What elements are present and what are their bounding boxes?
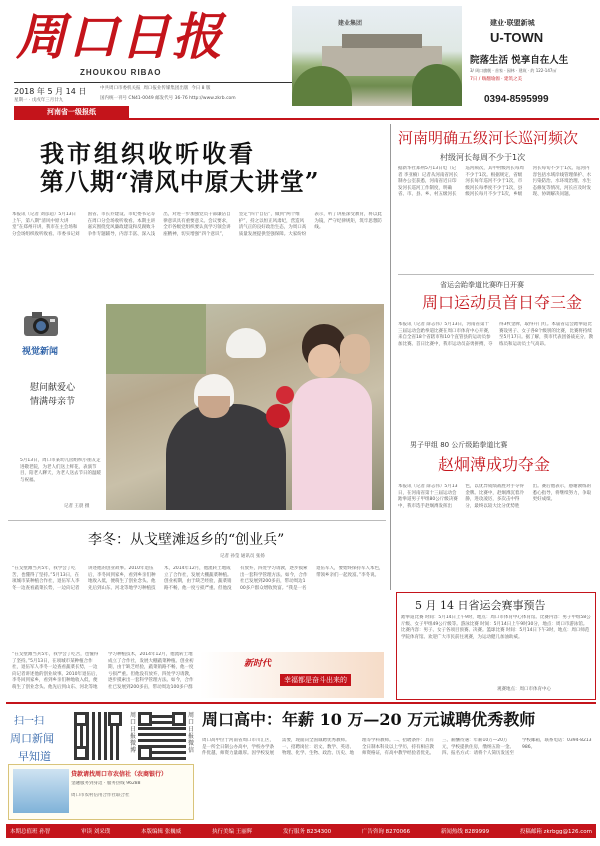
sports1-body: 本报讯（记者 薛志伟）5月13日，河南省第十三届运动会跆拳道比赛在周口市体育中心开赛，来自全省18个省辖市和10个直管县的运动员参加比赛。首日比赛中，我市运动员奋勇拼搏，夺得3枚金牌，取得开门红。本届省运会跆拳道比赛设男子、女子各8个级别的比赛，比赛将持续至5月17日。据了解，我市代表团备战充分，教练员和运动员士气高昂。 — [398, 322, 594, 347]
footer-item[interactable]: 投稿邮箱 zkrbgg@126.com — [519, 829, 592, 835]
bank-ad-line2: 周口市农村信用合作社联合社 — [71, 793, 130, 798]
grade-badge: 河南省一级报纸 — [14, 106, 129, 118]
lead-body: 本报讯（记者 刘彦超）5月13日上午，第八期“清风中原大讲堂”在郑州开讲，我市在主会场和分会场组织收听收看。市委书记刘国省、市长乔建设、市纪委书记等在周口分会场收听收看。本期主讲嘉宾围绕党风廉政建设和反腐败斗争作专题辅导，内容丰富、深入浅出，对进一步加强党员干部廉洁自律意识具有重要意义。会议要求，全市各级党组织要认真学习领会讲座精神，切实增强“四个意识”，坚定“四个自信”，做到“两个维护”，持之以恒正风肃纪，营造风清气正的良好政治生态，为周口高质量发展提供坚强保障。大家纷纷表示，听了讲座深受教育，将以此为镜，严守纪律规矩，筑牢思想防线。 — [12, 212, 382, 237]
masthead-english: ZHOUKOU RIBAO — [80, 68, 162, 77]
ad-phone[interactable]: 0394-8595999 — [484, 94, 549, 105]
recruit-body: 周口高中位于河南省周口市川汇区，是一所全日制公办高中，学校办学条件优越，师资力量雄厚。因学校发展需要，现面向全国诚聘优秀教师。一、招聘岗位：语文、数学、英语、物理、化学、生物、政治、历史、地理等学科教师。二、招聘条件：具有全日制本科及以上学历，持有相应教师资格证，有高中教学经验者优先。三、薪酬待遇：年薪10万—20万元，学校提供住房，缴纳五险一金。四、报名方式：请将个人简历发送至学校邮箱，联系电话：0394-8213986。 — [202, 738, 592, 757]
photo-caption-2: 情满母亲节 — [30, 397, 76, 407]
footer-item: 新闻热线 8289999 — [440, 829, 490, 835]
photo-credit: 记者 王晨 摄 — [64, 504, 90, 509]
masthead-title: 周口日报 — [16, 7, 224, 66]
lead-headline-2: 第八期“清风中原大讲堂” — [40, 167, 320, 196]
issue-date — [14, 86, 86, 97]
mid-banner — [200, 652, 384, 698]
feature-byline: 记者 孙莹 通讯员 张扬 — [220, 554, 265, 559]
photo-caption-1: 慰问献爱心 — [30, 383, 76, 393]
photo-section — [8, 302, 386, 514]
photo-caption-body: 5月13日，周口市某幼儿园组织小朋友走进敬老院，为老人们送上鲜花，表演节目，陪老人聊天，为老人送去节日的温暖与祝福。 — [20, 458, 101, 483]
scan-text-2: 周口新闻 — [10, 732, 54, 745]
right-top-headline: 河南明确五级河长巡河频次 — [398, 129, 579, 147]
date-text: 2018 年 5 月 14 日 — [14, 87, 87, 96]
banner-text: 幸福都是奋斗出来的 — [280, 674, 351, 686]
ad-slogan: 院落生活 悦享自在人生 — [470, 55, 569, 66]
schedule-body: 跆拳道比赛 时间：5月14日上午9时，地点：周口市体育中心体育馆。比赛内容：男子甲组58公斤级、女子甲组49公斤级等。游泳比赛 时间：5月14日上午9时30分，地点：周口市游泳馆。比赛内容：男子、女子各项目预赛、决赛。篮球比赛 时间：5月14日下午3时，地点：周口师范学院体育馆。欢迎广大市民前往观赛，为运动健儿加油助威。 — [401, 615, 591, 640]
sports2-kicker: 男子甲组 80 公斤级跆拳道比赛 — [410, 441, 508, 449]
ad-logo: 建业集团 — [338, 20, 363, 27]
qr-code-icon[interactable] — [138, 712, 186, 760]
footer-item: 本版编辑 张巍威 — [140, 829, 182, 835]
feature-body-cont: “在戈壁滩当兵5年，我学会了吃苦，也懂得了坚持。”5月13日，在项城市某种植合作社，退伍军人李冬一边查看蔬菜长势，一边向记者讲述他的创业故事。2010年退伍后，李冬回到家乡，看到乡亲们种地收入低，便萌生了创业念头。他先后到山东、河北等地学习种植技术，2014年12月，他流转土地成立了合作社，发展大棚蔬菜种植。创业初期，由于缺乏经验，蔬菜销路不畅，他一度亏损严重。但他没有放弃，四处学习请教，逐步摸索出一套科学管理方法。如今，合作社已发展到200多亩，带动周边100多户群 — [12, 652, 194, 690]
footer-item: 本期总值班 孙智 — [10, 829, 51, 835]
lead-headline-1: 我市组织收听收看 — [40, 139, 256, 168]
ad-brand: U-TOWN — [490, 30, 544, 45]
bank-logo-icon — [13, 769, 69, 813]
footer-bar — [6, 824, 596, 838]
sports2-body: 本报讯（记者 薛志伟）5月13日，在河南省第十三届运动会跆拳道男子甲组80公斤级决赛中，我市选手赵炯溥发挥出色，以优异成绩战胜对手夺得金牌。比赛中，赵炯溥沉着冷静，进攻凌厉，多次击中得分，最终以较大比分优势胜出。赛后他表示，感谢教练的悉心指导，将继续努力，争取更好成绩。 — [398, 484, 592, 509]
footer-item: 执行美编 王丽辉 — [211, 829, 253, 835]
visual-news-label: 视觉新闻 — [22, 347, 59, 357]
sports1-headline: 周口运动员首日夺三金 — [422, 293, 583, 312]
schedule-box — [396, 592, 596, 700]
footer-item: 审读 刘采璞 — [80, 829, 111, 835]
org-line-2: 国内统一刊号 CN41-0049 邮发代号 36-76 http://www.zkrb.com — [100, 96, 236, 101]
scan-text-1: 扫一扫 — [14, 716, 44, 727]
sports2-headline: 赵炯溥成功夺金 — [438, 455, 551, 474]
sports1-kicker: 省运会跆拳道比赛昨日开赛 — [440, 281, 524, 289]
recruit-headline: 周口高中：年薪 10 万—20 万元诚聘优秀教师 — [202, 710, 536, 729]
schedule-title: 5 月 14 日省运会赛事预告 — [415, 599, 546, 612]
scan-text-3: 早知道 — [18, 750, 51, 763]
footer-item: 发行服务 8234300 — [282, 829, 332, 835]
banner-label: 新时代 — [244, 659, 272, 669]
qr-label-1: 周口日报微博 — [130, 712, 137, 754]
org-line-1: 中共周口市委机关报 周口报业传媒集团出版 今日 8 版 — [100, 86, 211, 91]
top-ad[interactable] — [292, 6, 592, 112]
schedule-source: 观赛地点：周口市体育中心 — [497, 687, 551, 692]
qr-code-icon[interactable] — [74, 712, 122, 760]
right-top-body: 据新华社郑州5月13日电（记者 李亚楠）记者从河南省河长制办公室获悉，河南省近日印发河长巡河工作制度，明确省、市、县、乡、村五级河长巡河频次，其中村级河长每周不少于1次。根据规定，省级河长每年巡河不少于1次，市级河长每季度不少于1次，县级河长每月不少于1次，乡级河长每旬不少于1次。巡河内容包括水域岸线管理保护、水污染防治、水环境治理、水生态修复等情况，河长应及时发现、协调解决问题。 — [398, 166, 592, 198]
bank-ad[interactable] — [8, 764, 194, 820]
bank-ad-title: 贷款请找周口市农信社（农商银行） — [71, 771, 168, 778]
news-photo — [106, 304, 384, 510]
footer-item: 广告咨询 8270066 — [361, 829, 411, 835]
ad-sub2: 7日 / 嗨翻瑜伽 · 建筑之美 — [470, 77, 523, 82]
ad-brand-cn: 建业·联盟新城 — [490, 19, 535, 27]
feature-body: “在戈壁滩当兵5年，我学会了吃苦，也懂得了坚持。”5月13日，在项城市某种植合作社，退伍军人李冬一边查看蔬菜长势，一边向记者讲述他的创业故事。2010年退伍后，李冬回到家乡，看到乡亲们种地收入低，便萌生了创业念头。他先后到山东、河北等地学习种植技术，2014年12月，他流转土地成立了合作社，发展大棚蔬菜种植。创业初期，由于缺乏经验，蔬菜销路不畅，他一度亏损严重。但他没有放弃，四处学习请教，逐步摸索出一套科学管理方法。如今，合作社已发展到200多亩，带动周边100多户群众增收致富。“我是一名退伍军人，要始终保持军人本色，带领乡亲们一起致富。”李冬说。 — [12, 566, 384, 591]
ad-sub: 3/ 周口旗舰 · 首家 · 园林 · 建筑 · 约 122-147㎡ — [470, 68, 557, 73]
bank-ad-line1: 金融服务到身边 · 服务热线 96288 — [71, 781, 141, 786]
qr-label-2: 周口日报微信 — [188, 712, 195, 754]
feature-headline: 李冬：从戈壁滩返乡的“创业兵” — [88, 532, 285, 548]
issue-weekday: 星期一 · 戊戌年三月廿九 — [14, 98, 64, 103]
ad-photo — [292, 6, 462, 106]
camera-icon — [22, 310, 60, 338]
right-top-subhead: 村级河长每周不少于1次 — [440, 153, 526, 162]
